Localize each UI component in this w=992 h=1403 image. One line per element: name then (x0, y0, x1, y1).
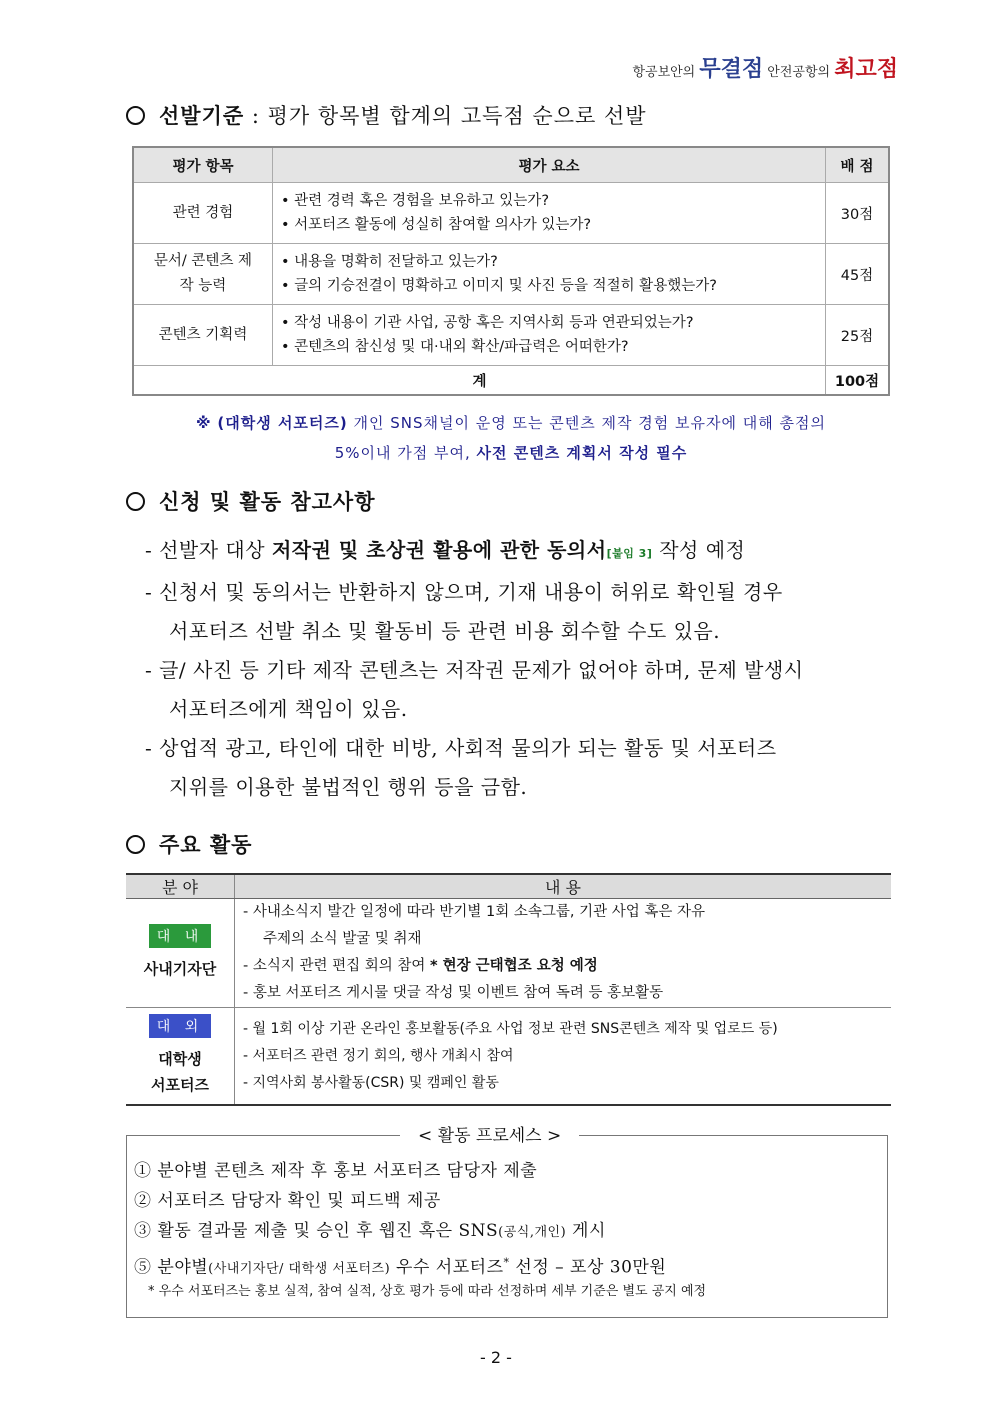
s3-small: (공식,개인) (498, 1225, 567, 1240)
external-name-2: 서포터즈 (151, 1076, 209, 1094)
row-item: 콘텐츠 기획력 (133, 305, 273, 366)
external-category (126, 1008, 235, 1106)
b1-post: 작성 예정 (652, 538, 746, 562)
external-name-1: 대학생 (158, 1050, 202, 1068)
slogan-text-2: 안전공항의 (767, 65, 831, 80)
process-step: ① 분야별 콘텐츠 제작 후 홍보 서포터즈 담당자 제출 (134, 1161, 538, 1181)
b4-line-2: 지위를 이용한 불법적인 행위 등을 금함. (169, 775, 528, 799)
note-bold-1: (대학생 서포터즈) (217, 414, 348, 432)
selection-heading-rest: : 평가 항목별 합계의 고득점 순으로 선발 (244, 104, 647, 128)
element-line: • 관련 경력 혹은 경험을 보유하고 있는가? (281, 193, 550, 209)
note-bold-2: 사전 콘텐츠 계획서 작성 필수 (476, 444, 688, 462)
slogan-text-1: 항공보안의 (632, 65, 696, 80)
selection-heading (126, 100, 647, 130)
b1-bold: 저작권 및 초상권 활용에 관한 동의서 (271, 538, 607, 562)
s5-post: 선정 – 포상 30만원 (509, 1257, 667, 1278)
circle-bullet-icon (126, 835, 145, 854)
header-score: 배 점 (826, 147, 890, 183)
external-content (235, 1008, 892, 1106)
internal-content (235, 899, 892, 1008)
circle-bullet-icon (126, 106, 145, 125)
process-step (134, 1216, 666, 1248)
l3-bold: * 현장 근태협조 요청 예정 (429, 958, 598, 974)
table-row (133, 305, 889, 366)
note-line-2 (130, 438, 892, 468)
row-item: 관련 경험 (133, 183, 273, 244)
s3-post: 게시 (566, 1221, 606, 1241)
content-line: - 홍보 서포터즈 게시물 댓글 작성 및 이벤트 참여 독려 등 홍보활동 (243, 985, 664, 1001)
slogan-highlight-2: 최고점 (834, 56, 898, 82)
row-elements (273, 305, 826, 366)
s5-small: (사내기자단/ 대학생 서포터즈) (208, 1261, 391, 1277)
row-elements (273, 244, 826, 305)
note-line-1 (130, 408, 892, 438)
s5-mid: 우수 서포터즈 (390, 1257, 504, 1278)
bonus-note (130, 408, 892, 468)
s3-pre: ③ 활동 결과물 제출 및 승인 후 웹진 혹은 SNS (134, 1221, 499, 1241)
list-item (145, 573, 895, 651)
internal-name: 사내기자단 (143, 960, 217, 978)
table-row (133, 244, 889, 305)
header-item: 평가 항목 (133, 147, 273, 183)
activities-heading-text: 주요 활동 (159, 832, 253, 857)
reference-list (145, 531, 895, 807)
b3-line-1: - 글/ 사진 등 기타 제작 콘텐츠는 저작권 문제가 없어야 하며, 문제 발생시 (145, 658, 804, 682)
external-badge: 대 외 (149, 1014, 212, 1038)
table-row (126, 899, 891, 1008)
row-elements (273, 183, 826, 244)
row-score: 25점 (826, 305, 890, 366)
activities-heading (126, 829, 252, 859)
list-item (145, 651, 895, 729)
s5-pre: ⑤ 분야별 (134, 1257, 209, 1278)
l3-pre: - 소식지 관련 편집 회의 참여 (243, 958, 430, 974)
reference-heading-text: 신청 및 활동 참고사항 (159, 489, 376, 514)
b3-line-2: 서포터즈에게 책임이 있음. (169, 697, 408, 721)
content-line: - 지역사회 봉사활동(CSR) 및 캠페인 활동 (243, 1074, 499, 1091)
note-text-1: 개인 SNS채널이 운영 또는 콘텐츠 제작 경험 보유자에 대해 총점의 (347, 414, 826, 432)
note-mark: ※ (196, 414, 212, 432)
element-line: • 글의 기승전결이 명확하고 이미지 및 사진 등을 적절히 활용했는가? (281, 278, 717, 294)
process-steps (134, 1156, 666, 1285)
list-item (145, 531, 895, 573)
table-header-row (133, 147, 889, 183)
b2-line-2: 서포터즈 선발 취소 및 활동비 등 관련 비용 회수할 수도 있음. (169, 619, 721, 643)
content-line: 주제의 소식 발굴 및 취재 (263, 931, 422, 947)
element-line: • 콘텐츠의 참신성 및 대·내외 확산/파급력은 어떠한가? (281, 339, 629, 355)
list-item (145, 729, 895, 807)
row-item: 문서/ 콘텐츠 제작 능력 (133, 244, 273, 305)
element-line: • 작성 내용이 기관 사업, 공항 혹은 지역사회 등과 연관되었는가? (281, 315, 694, 331)
slogan-highlight-1: 무결점 (699, 56, 764, 82)
selection-heading-label: 선발기준 (159, 103, 245, 128)
element-line: • 서포터즈 활동에 성실히 참여할 의사가 있는가? (281, 217, 592, 233)
process-step: ② 서포터즈 담당자 확인 및 피드백 제공 (134, 1191, 441, 1211)
page-number: - 2 - (480, 1348, 512, 1367)
total-score: 100점 (826, 366, 890, 396)
content-line (243, 953, 891, 980)
internal-badge: 대 내 (149, 924, 212, 948)
slogan (632, 52, 898, 83)
b2-line-1: - 신청서 및 동의서는 반환하지 않으며, 기재 내용이 허위로 확인될 경우 (145, 580, 783, 604)
header-field: 분 야 (126, 874, 235, 899)
s5-sup: * (503, 1256, 510, 1269)
header-content: 내 용 (235, 874, 892, 899)
content-line: - 서포터즈 관련 정기 회의, 행사 개최시 참여 (243, 1047, 514, 1064)
process-title: < 활동 프로세스 > (400, 1121, 579, 1146)
row-score: 30점 (826, 183, 890, 244)
table-row (133, 183, 889, 244)
attachment-tag: [붙임 3] (606, 547, 653, 560)
b4-line-1: - 상업적 광고, 타인에 대한 비방, 사회적 물의가 되는 활동 및 서포터즈 (145, 736, 777, 760)
row-score: 45점 (826, 244, 890, 305)
activities-table (126, 873, 891, 1106)
evaluation-table (132, 146, 890, 396)
element-line: • 내용을 명확히 전달하고 있는가? (281, 254, 498, 270)
content-line: - 월 1회 이상 기관 온라인 홍보활동(주요 사업 정보 관련 SNS콘텐츠 제작 및 업로드 등) (243, 1020, 778, 1037)
process-footnote: * 우수 서포터즈는 홍보 실적, 참여 실적, 상호 평가 등에 따라 선정하며 세부 기준은 별도 공지 예정 (148, 1284, 707, 1299)
header-elements: 평가 요소 (273, 147, 826, 183)
internal-category (126, 899, 235, 1008)
table-total-row (133, 366, 889, 396)
circle-bullet-icon (126, 492, 145, 511)
table-header-row (126, 874, 891, 899)
reference-heading (126, 486, 376, 516)
note-text-2: 5%이내 가점 부여, (334, 444, 477, 462)
table-row (126, 1008, 891, 1106)
total-label: 계 (133, 366, 826, 396)
b1-pre: - 선발자 대상 (145, 538, 272, 562)
content-line: - 사내소식지 발간 일정에 따라 반기별 1회 소속그룹, 기관 사업 혹은 자유 (243, 904, 705, 920)
